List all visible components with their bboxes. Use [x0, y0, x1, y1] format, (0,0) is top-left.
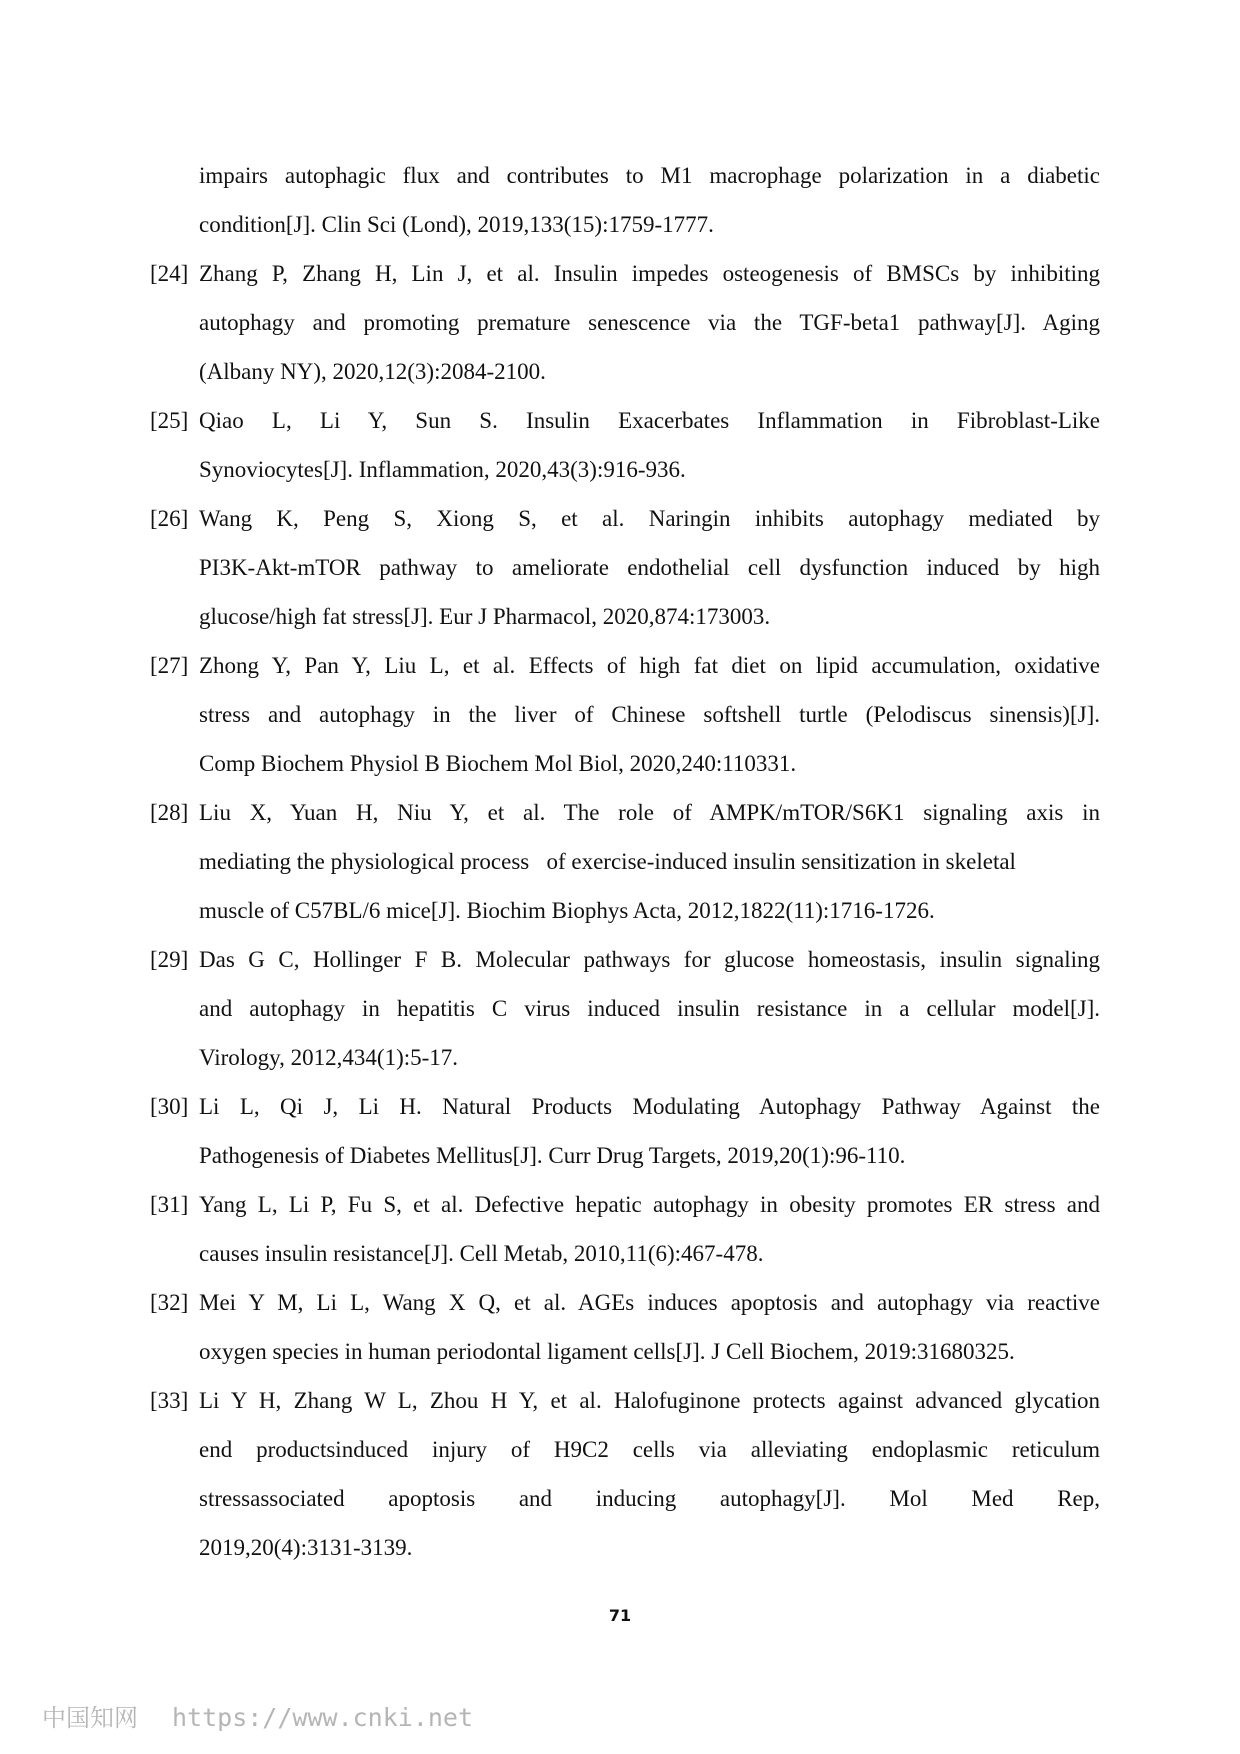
reference-line: Virology, 2012,434(1):5-17. — [199, 1045, 459, 1070]
reference-line: Pathogenesis of Diabetes Mellitus[J]. Curr Drug Targets, 2019,20(1):96-110. — [199, 1143, 906, 1168]
reference-entry — [150, 788, 1100, 935]
reference-line: end productsinduced injury of H9C2 cells via alleviating endoplasmic reticulum — [199, 1437, 1100, 1462]
reference-line: oxygen species in human periodontal ligament cells[J]. J Cell Biochem, 2019:31680325. — [199, 1339, 1015, 1364]
reference-number: [28] — [150, 800, 189, 825]
reference-entry — [150, 1376, 1100, 1572]
reference-line-first — [150, 641, 1100, 690]
reference-number: [27] — [150, 653, 189, 678]
reference-text: Wang K, Peng S, Xiong S, et al. Naringin inhibits autophagy mediated by — [199, 506, 1100, 531]
reference-number: [24] — [150, 261, 189, 286]
reference-line: 2019,20(4):3131-3139. — [199, 1535, 413, 1560]
reference-line: (Albany NY), 2020,12(3):2084-2100. — [199, 359, 546, 384]
reference-entry — [150, 1082, 1100, 1180]
reference-line: stress and autophagy in the liver of Chinese softshell turtle (Pelodiscus sinensis)[J]. — [199, 702, 1100, 727]
reference-line: condition[J]. Clin Sci (Lond), 2019,133(15):1759-1777. — [199, 212, 714, 237]
reference-line-first — [150, 788, 1100, 837]
cnki-watermark — [42, 1698, 473, 1733]
reference-entry — [150, 249, 1100, 396]
reference-line: causes insulin resistance[J]. Cell Metab, 2010,11(6):467-478. — [199, 1241, 764, 1266]
reference-entry — [150, 151, 1100, 249]
reference-line: and autophagy in hepatitis C virus induced insulin resistance in a cellular model[J]. — [199, 996, 1100, 1021]
reference-list — [150, 151, 1100, 1572]
reference-entry — [150, 494, 1100, 641]
watermark-name: 中国知网 — [42, 1704, 138, 1732]
reference-line-first — [150, 935, 1100, 984]
reference-number: [25] — [150, 408, 189, 433]
reference-text: Zhang P, Zhang H, Lin J, et al. Insulin impedes osteogenesis of BMSCs by inhibiting — [199, 261, 1100, 286]
reference-entry — [150, 935, 1100, 1082]
reference-number: [32] — [150, 1290, 189, 1315]
reference-text: Liu X, Yuan H, Niu Y, et al. The role of AMPK/mTOR/S6K1 signaling axis in — [199, 800, 1100, 825]
reference-entry — [150, 1180, 1100, 1278]
reference-line: autophagy and promoting premature senescence via the TGF-beta1 pathway[J]. Aging — [199, 310, 1100, 335]
reference-text: Li Y H, Zhang W L, Zhou H Y, et al. Halofuginone protects against advanced glycation — [199, 1388, 1100, 1413]
reference-line: PI3K-Akt-mTOR pathway to ameliorate endothelial cell dysfunction induced by high — [199, 555, 1100, 580]
watermark-url: https://www.cnki.net — [172, 1703, 474, 1732]
reference-line: impairs autophagic flux and contributes to M1 macrophage polarization in a diabetic — [199, 163, 1100, 188]
reference-number: [30] — [150, 1094, 189, 1119]
reference-text: Zhong Y, Pan Y, Liu L, et al. Effects of high fat diet on lipid accumulation, oxidative — [199, 653, 1100, 678]
reference-line: Comp Biochem Physiol B Biochem Mol Biol, 2020,240:110331. — [199, 751, 797, 776]
reference-number: [29] — [150, 947, 189, 972]
page-number: 71 — [608, 1606, 632, 1625]
reference-text: Li L, Qi J, Li H. Natural Products Modulating Autophagy Pathway Against the — [199, 1094, 1100, 1119]
reference-line-first — [150, 249, 1100, 298]
reference-line: glucose/high fat stress[J]. Eur J Pharmacol, 2020,874:173003. — [199, 604, 771, 629]
reference-number: [26] — [150, 506, 189, 531]
reference-entry — [150, 641, 1100, 788]
reference-line-first — [150, 396, 1100, 445]
reference-line: stressassociated apoptosis and inducing autophagy[J]. Mol Med Rep, — [199, 1486, 1100, 1511]
reference-entry — [150, 396, 1100, 494]
reference-line: Synoviocytes[J]. Inflammation, 2020,43(3):916-936. — [199, 457, 686, 482]
reference-line-first — [150, 1278, 1100, 1327]
reference-line: muscle of C57BL/6 mice[J]. Biochim Biophys Acta, 2012,1822(11):1716-1726. — [199, 898, 935, 923]
reference-line-first — [150, 1376, 1100, 1425]
reference-text: Das G C, Hollinger F B. Molecular pathways for glucose homeostasis, insulin signaling — [199, 947, 1100, 972]
reference-line-first — [150, 494, 1100, 543]
reference-text: Yang L, Li P, Fu S, et al. Defective hepatic autophagy in obesity promotes ER stress and — [199, 1192, 1100, 1217]
reference-line-first — [150, 1180, 1100, 1229]
reference-number: [31] — [150, 1192, 189, 1217]
reference-line: mediating the physiological process of exercise-induced insulin sensitization in skeletal — [199, 849, 1016, 874]
reference-entry — [150, 1278, 1100, 1376]
reference-text: Qiao L, Li Y, Sun S. Insulin Exacerbates Inflammation in Fibroblast-Like — [199, 408, 1100, 433]
reference-text: Mei Y M, Li L, Wang X Q, et al. AGEs induces apoptosis and autophagy via reactive — [199, 1290, 1100, 1315]
reference-number: [33] — [150, 1388, 189, 1413]
reference-line-first — [150, 1082, 1100, 1131]
